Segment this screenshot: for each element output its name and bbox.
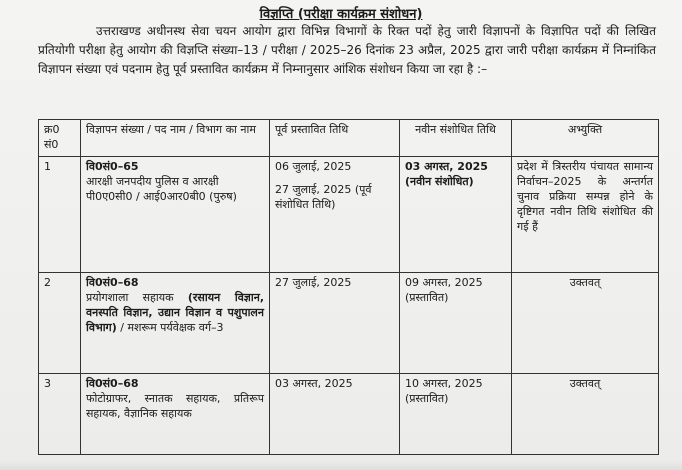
cell-new-date: 03 अगस्त, 2025 (नवीन संशोधित) <box>400 157 512 273</box>
cell-post <box>81 273 270 374</box>
table-row <box>39 157 659 273</box>
notice-title: विज्ञप्ति (परीक्षा कार्यक्रम संशोधन) <box>259 7 423 22</box>
post-name: आरक्षी जनपदीय पुलिस व आरक्षी पी0ए0सी0 / आई0आर0बी0 (पुरुष) <box>86 175 237 203</box>
header-sno: क्र0 सं0 <box>39 120 81 157</box>
header-remark: अभ्युक्ति <box>512 120 659 157</box>
table-row <box>39 374 659 455</box>
cell-sno: 2 <box>39 273 81 374</box>
cell-previous-date: 03 अगस्त, 2025 <box>270 374 400 455</box>
cell-post <box>81 374 270 455</box>
post-name: प्रयोगशाला सहायक (रसायन विज्ञान, वनस्पति विज्ञान, उद्यान विज्ञान व पशुपालन विभाग) / मशरूम पर्यवेक्षक वर्ग–3 <box>86 291 264 334</box>
intro-paragraph: उत्तराखण्ड अधीनस्थ सेवा चयन आयोग द्वारा विभिन्न विभागों के रिक्त पदों हेतु जारी विज्ञापनों के विज्ञापित पदों की लिखित प्रतियोगी परीक्षा हेतु आयोग की विज्ञप्ति संख्या–13 / परीक्षा / 2025–26 दिनांक 23 अप्रैल, 2025 द्वारा जारी परीक्षा कार्यक्रम में निम्नांकित विज्ञापन संख्या एवं पदनाम हेतु पूर्व प्रस्तावित कार्यक्रम में निम्नानुसार आंशिक संशोधन किया जा रहा है :– <box>38 24 656 76</box>
cell-sno: 1 <box>39 157 81 273</box>
post-name: फोटोग्राफर, स्नातक सहायक, प्रतिरूप सहायक, वैज्ञानिक सहायक <box>86 392 264 420</box>
previous-revised-date: 27 जुलाई, 2025 (पूर्व संशोधित तिथि) <box>275 183 372 211</box>
header-post: विज्ञापन संख्या / पद नाम / विभाग का नाम <box>81 120 270 157</box>
cell-new-date: 10 अगस्त, 2025 (प्रस्तावित) <box>400 374 512 455</box>
cell-remark: उक्तवत् <box>512 374 659 455</box>
cell-previous-date <box>270 157 400 273</box>
cell-remark: प्रदेश में त्रिस्तरीय पंचायत सामान्य निर्वाचन–2025 के अन्तर्गत चुनाव प्रक्रिया सम्पन्न होने के दृष्टिगत नवीन तिथि संशोधित की गई हैं <box>512 157 659 273</box>
cell-post <box>81 157 270 273</box>
header-new-date: नवीन संशोधित तिथि <box>400 120 512 157</box>
header-previous-date: पूर्व प्रस्तावित तिथि <box>270 120 400 157</box>
cell-sno: 3 <box>39 374 81 455</box>
page-shadow <box>0 460 682 470</box>
table-row <box>39 273 659 374</box>
cell-remark: उक्तवत् <box>512 273 659 374</box>
exam-schedule-table <box>38 119 659 455</box>
advert-number: वि0सं0–68 <box>86 377 139 390</box>
advert-number: वि0सं0–68 <box>86 276 139 289</box>
advert-number: वि0सं0–65 <box>86 160 139 173</box>
previous-date: 06 जुलाई, 2025 <box>275 160 352 173</box>
cell-previous-date: 27 जुलाई, 2025 <box>270 273 400 374</box>
cell-new-date: 09 अगस्त, 2025 (प्रस्तावित) <box>400 273 512 374</box>
table-header-row <box>39 120 659 157</box>
